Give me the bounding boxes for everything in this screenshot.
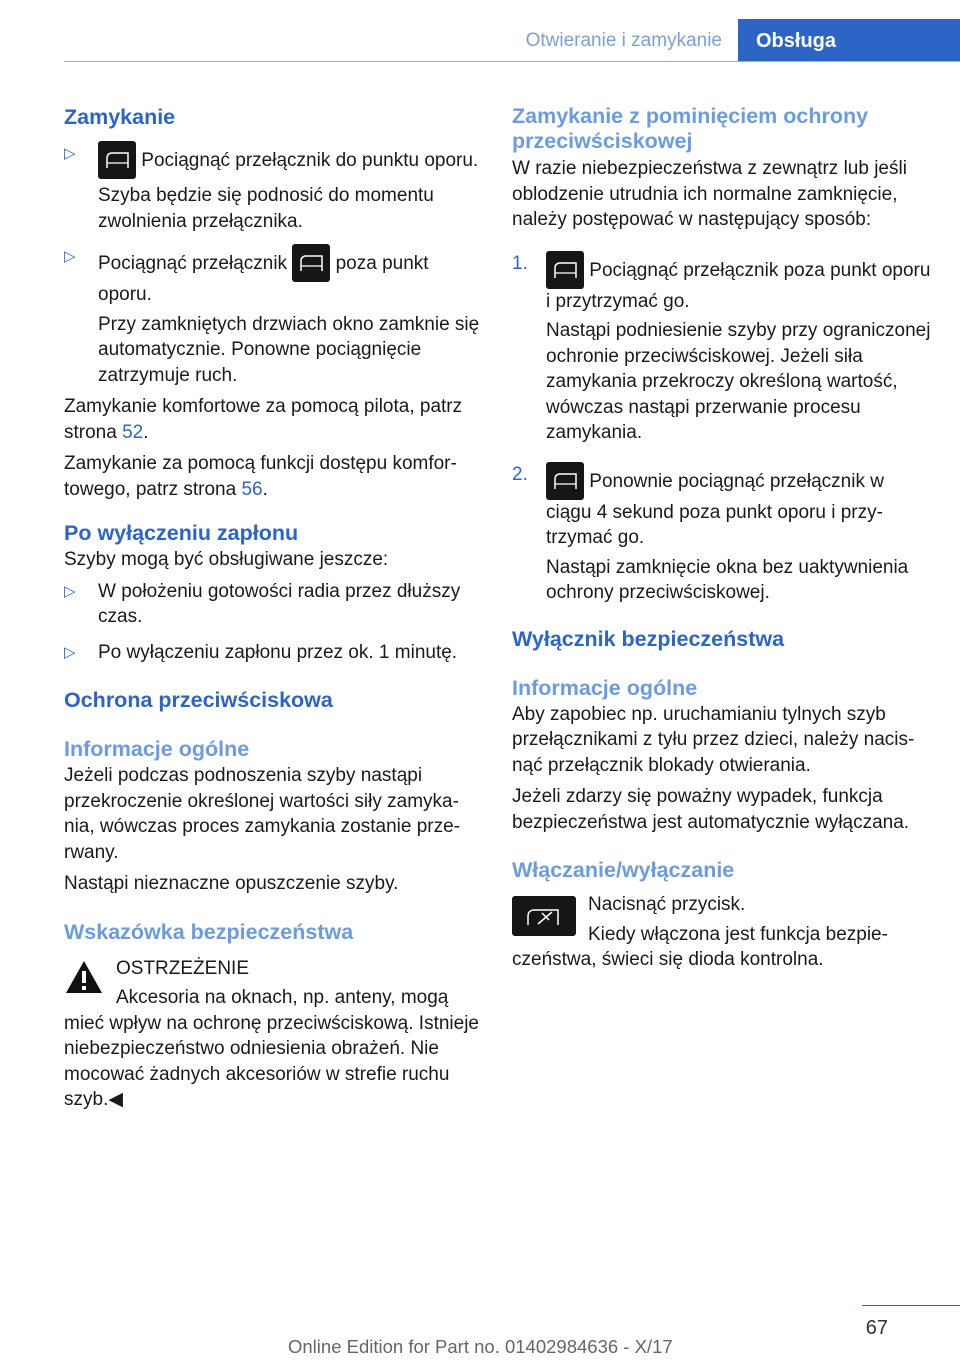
list-item-subtext: Przy zamkniętych drzwiach okno zamknie się automatycznie. Ponowne pociągnięcie zatrzymuje ruch. <box>98 313 480 386</box>
warning-title: OSTRZEŻENIE <box>116 957 250 979</box>
window-switch-icon <box>546 251 584 289</box>
paragraph-text: Jeżeli podczas podnoszenia szyby nastąpi przekroczenie określonej wartości siły zamykania, wówczas proces zamykania zostanie przerwany. <box>64 765 461 863</box>
list-item-text: W położeniu gotowości radia przez dłuższy czas. <box>98 580 461 627</box>
list-item-text: Pociągnąć przełącznik <box>98 253 293 274</box>
triangle-right-icon: ▷ <box>64 248 76 265</box>
heading-bypass: Zamykanie z pominięciem ochrony przeciwściskowej <box>512 104 869 153</box>
header-chapter-tab: Obsługa <box>738 19 960 62</box>
step-number: 2. <box>512 463 528 485</box>
footer-edition: Online Edition for Part no. 01402984636 - X/17 <box>288 1336 673 1357</box>
window-switch-icon <box>98 141 136 179</box>
onoff-text: Nacisnąć przycisk. <box>588 894 746 915</box>
list-item <box>64 244 480 388</box>
heading-ignition: Po wyłączeniu zapłonu <box>64 521 299 545</box>
page-header <box>0 0 960 62</box>
warning-text: Akcesoria na oknach, np. anteny, mogą mieć wpływ na ochronę przeciwściskową. Istnieje niebezpieczeństwo odniesienia obrażeń. Nie mocować żadnych akcesoriów w strefie ruchu szyb.◀ <box>64 987 479 1110</box>
triangle-right-icon: ▷ <box>64 145 76 162</box>
heading-ochrona: Ochrona przeciwściskowa <box>64 688 333 712</box>
paragraph-text: Zamykanie za pomocą funkcji dostępu komfortowego, patrz strona <box>64 453 457 500</box>
header-rule <box>64 61 960 62</box>
paragraph-text: Zamykanie komfortowe za pomocą pilota, patrz strona <box>64 396 463 443</box>
heading-info: Informacje ogólne <box>64 737 250 761</box>
list-item-subtext: Nastąpi podniesienie szyby przy ograniczonej ochronie przeciwściskowej. Jeżeli siła zamykania przekroczy określoną wartość, wówczas nastąpi przerwanie procesu zamykania. <box>546 320 931 443</box>
page-number: 67 <box>865 1317 888 1339</box>
list-item-text: Ponownie pociągnąć przełącznik w ciągu 4 sekund poza punkt oporu i przytrzymać go. <box>546 470 884 548</box>
header-section-title: Otwieranie i zamykanie <box>525 30 722 51</box>
window-switch-icon <box>546 462 584 500</box>
paragraph-text: Jeżeli zdarzy się poważny wypadek, funkcja bezpieczeństwa jest automatycznie wyłączana. <box>512 786 910 833</box>
paragraph-text: Aby zapobiec np. uruchamianiu tylnych szyb przełącznikami z tyłu przez dzieci, należy nacisnąć przełącznik blokady otwierania. <box>512 703 915 776</box>
list-item-subtext: Nastąpi zamknięcie okna bez uaktywnienia ochrony przeciwściskowej. <box>546 556 909 603</box>
warning-triangle-icon <box>64 959 104 1003</box>
left-column: Zamykanie ▷ Pociągnąć przełącznik do punktu oporu. Szyba będzie się podnosić do momentu zwolnienia przełącznika. ▷ Pociągnąć przełącznik poza punkt oporu. Przy zamkniętych drzwiach okno zamknie się automatycznie. Ponowne pociągnięcie zatrzymuje ruch. Zamykanie komfortowe za pomocą pilota, patrz strona 52. Zamykanie za pomocą funkcji dostępu komfortowego, patrz strona 56. Po wyłączeniu zapłonu Szyby mogą być obsługiwane jeszcze: ▷ W położeniu gotowości radia przez dłuższy czas. ▷ Po wyłączeniu zapłonu przez ok. 1 minutę. Ochrona przeciwściskowa Informacje ogólne Jeżeli podczas podnoszenia szyby nastąpi przekroczenie określonej wartości siły zamykania, wówczas proces zamykania zostanie przerwany. Nastąpi nieznaczne opuszczenie szyby. Wskazówka bezpieczeństwa OSTRZEŻENIE Akcesoria na oknach, np. anteny, mogą mieć wpływ na ochronę przeciwściskową. Istnieje niebezpieczeństwo odniesienia obrażeń. Nie mocować żadnych akcesoriów w strefie ruchu szyb.◀ <box>64 100 480 1119</box>
paragraph-text: W razie niebezpieczeństwa z zewnątrz lub jeśli oblodzenie utrudnia ich normalne zamknięcie, należy postępować w następujący sposób: <box>512 158 907 230</box>
page-link[interactable]: 52 <box>122 421 144 443</box>
heading-info: Informacje ogólne <box>512 675 698 700</box>
list-item-text: poza punkt oporu. <box>98 253 429 305</box>
heading-safety-switch: Wyłącznik bezpieczeństwa <box>512 626 785 651</box>
list-item <box>64 141 480 234</box>
window-lock-button-icon <box>512 896 576 936</box>
list-item-text: Po wyłączeniu zapłonu przez ok. 1 minutę. <box>98 641 458 663</box>
heading-onoff: Włączanie/wyłączanie <box>512 858 735 882</box>
paragraph-text: Szyby mogą być obsługiwane jeszcze: <box>64 549 389 570</box>
list-item-text: Pociągnąć przełącznik poza punkt oporu i przytrzymać go. <box>546 259 931 312</box>
onoff-block <box>512 892 932 973</box>
onoff-text: Kiedy włączona jest funkcja bezpieczeństwa, świeci się dioda kontrolna. <box>512 923 888 970</box>
list-item <box>64 579 480 630</box>
window-switch-icon <box>292 244 330 282</box>
page-link[interactable]: 56 <box>241 478 263 500</box>
list-item-subtext: Szyba będzie się podnosić do momentu zwolnienia przełącznika. <box>98 185 434 232</box>
paragraph-text: Nastąpi nieznaczne opuszczenie szyby. <box>64 873 399 894</box>
right-column <box>512 100 932 979</box>
heading-safety-note: Wskazówka bezpieczeństwa <box>64 919 354 944</box>
footer-rule <box>862 1305 960 1306</box>
step-number: 1. <box>512 252 528 274</box>
list-item <box>64 640 480 666</box>
triangle-right-icon: ▷ <box>64 643 76 661</box>
list-item-text: Pociągnąć przełącznik do punktu oporu. <box>136 150 479 171</box>
warning-block <box>64 956 480 1113</box>
list-item <box>512 251 932 446</box>
list-item <box>512 462 932 606</box>
heading-zamykanie: Zamykanie <box>64 105 176 129</box>
triangle-right-icon: ▷ <box>64 582 76 600</box>
